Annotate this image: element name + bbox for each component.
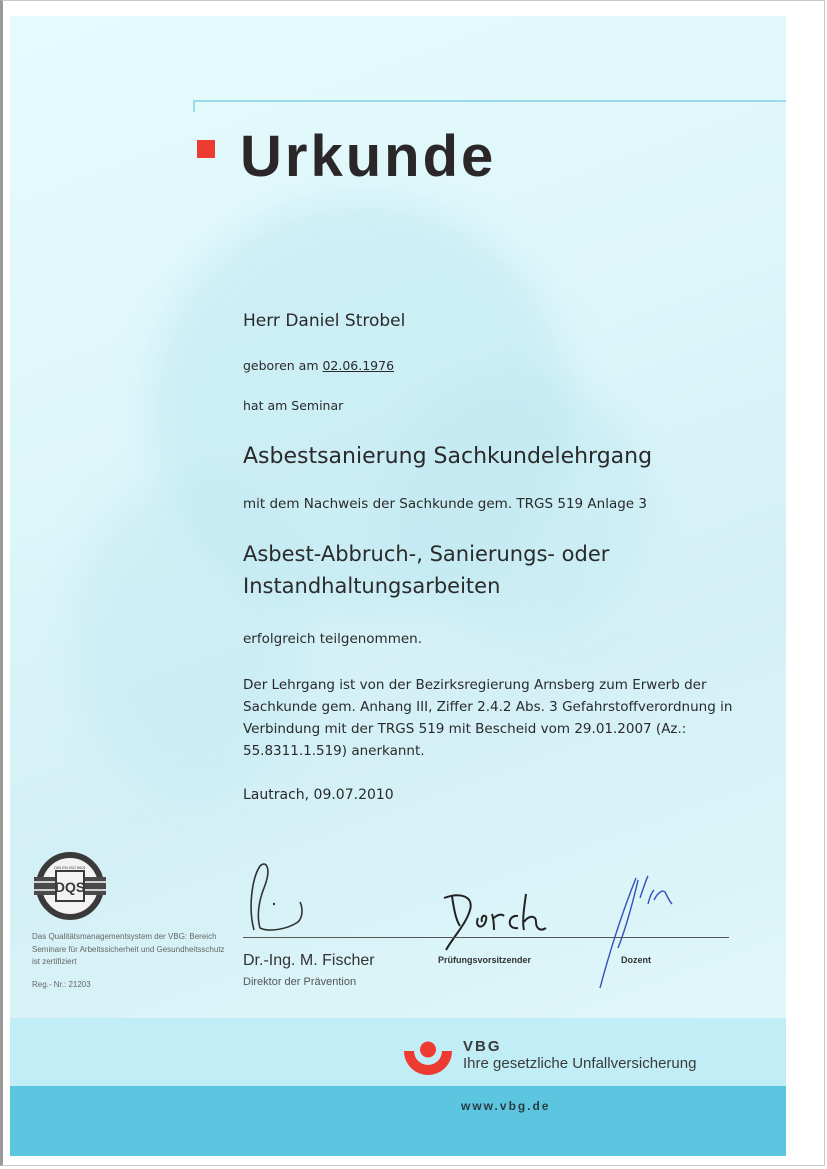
page-title: Urkunde <box>240 124 497 189</box>
success-text: erfolgreich teilgenommen. <box>243 631 423 647</box>
recipient-name: Herr Daniel Strobel <box>243 311 406 331</box>
footer-band-light <box>10 1018 786 1086</box>
birth-label: geboren am <box>243 358 323 373</box>
birth-date: 02.06.1976 <box>322 358 395 373</box>
topic-line-1: Asbest-Abbruch-, Sanierungs- oder <box>243 542 610 566</box>
lecturer-role: Dozent <box>621 955 651 965</box>
course-name: Asbestsanierung Sachkundelehrgang <box>243 444 653 469</box>
recognition-paragraph: Der Lehrgang ist von der Bezirksregierung Arnsberg zum Erwerb der Sachkunde gem. Anhang III, Ziffer 2.4.2 Abs. 3 Gefahrstoffverordnung in Verbindung mit der TRGS 519 mit Bescheid vom 29.01.2007 (Az.: 55.8311.1.519) anerkannt. <box>243 677 733 759</box>
proof-text: mit dem Nachweis der Sachkunde gem. TRGS 519 Anlage 3 <box>243 496 647 512</box>
vbg-logo-icon <box>403 1041 453 1075</box>
certification-statement: Das Qualitätsmanagementsystem der VBG: Bereich Seminare für Arbeitssicherheit und Gesundheitsschutz ist zertifiziert <box>32 932 225 966</box>
footer-band-dark <box>10 1086 786 1156</box>
vbg-url-link[interactable]: www.vbg.de <box>461 1099 551 1113</box>
director-name: Dr.-Ing. M. Fischer <box>243 952 375 969</box>
director-title: Direktor der Prävention <box>243 976 357 988</box>
place-date: Lautrach, 09.07.2010 <box>243 787 394 803</box>
footer-container <box>10 16 786 1156</box>
vbg-name: VBG <box>463 1038 502 1055</box>
svg-text:DQS: DQS <box>54 879 86 895</box>
examiner-role: Prüfungsvorsitzender <box>438 955 532 965</box>
vbg-tagline: Ihre gesetzliche Unfallversicherung <box>463 1055 697 1072</box>
registration-number: Reg.- Nr.: 21203 <box>32 980 91 989</box>
seminar-intro: hat am Seminar <box>243 398 344 413</box>
svg-text:DIN EN ISO 9001: DIN EN ISO 9001 <box>54 865 86 870</box>
topic-line-2: Instandhaltungsarbeiten <box>243 574 501 598</box>
